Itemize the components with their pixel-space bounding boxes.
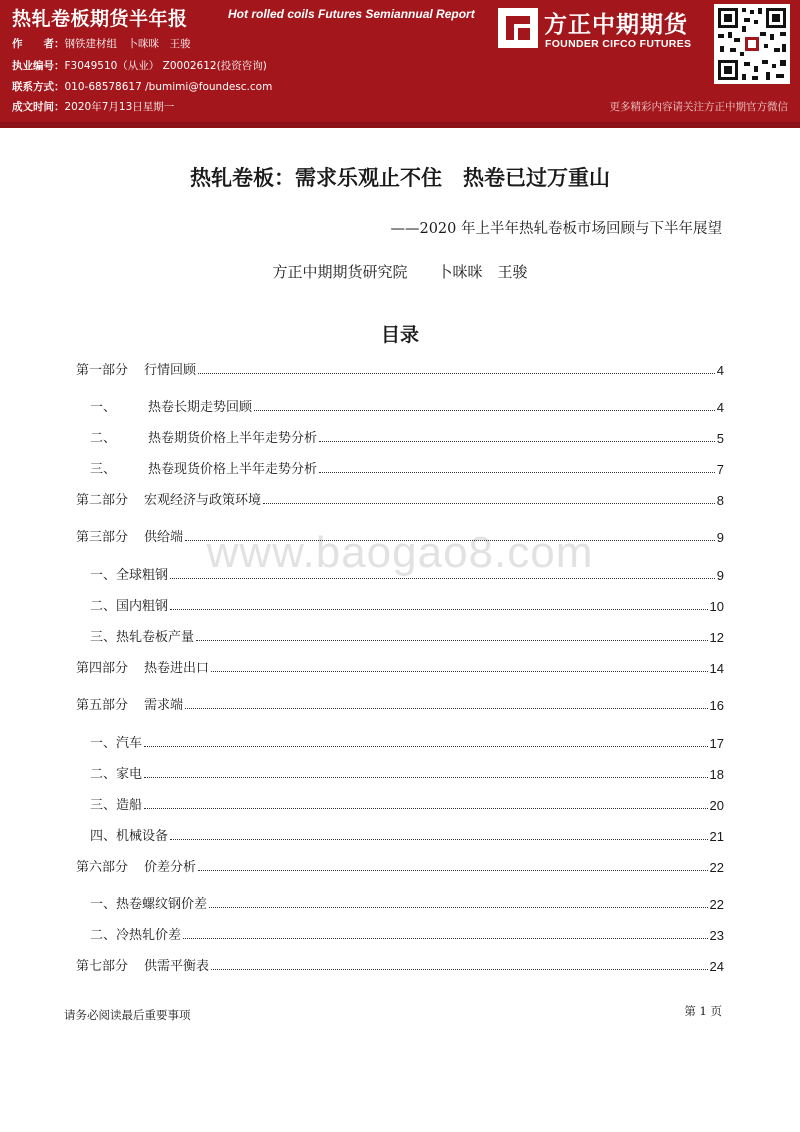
toc-item-label: 造船 <box>116 798 143 813</box>
toc-item-label: 热轧卷板产量 <box>116 630 195 645</box>
toc-item-page: 22 <box>709 860 724 875</box>
toc-item-label: 价差分析 <box>144 860 197 875</box>
toc-leader-dots <box>211 670 708 672</box>
page-subtitle: ——2020 年上半年热轧卷板市场回顾与下半年展望 <box>390 221 722 237</box>
toc-item[interactable] <box>90 762 724 782</box>
page-title: 热轧卷板：需求乐观止不住 热卷已过万重山 <box>190 166 610 190</box>
wechat-qr-code-icon <box>714 4 790 84</box>
toc-item-label: 热卷长期走势回顾 <box>148 400 253 415</box>
meta-license-key: 执业编号： <box>12 60 65 72</box>
toc-item[interactable] <box>90 395 724 415</box>
toc-item-page: 10 <box>709 599 724 614</box>
toc-item-number: 第二部分 <box>76 493 129 508</box>
toc-item-number: 二、 <box>90 928 117 943</box>
meta-date-value: 2020年7月13日星期一 <box>64 101 175 113</box>
toc-item-page: 7 <box>716 462 724 477</box>
toc-item-label: 宏观经济与政策环境 <box>144 493 262 508</box>
toc-item[interactable] <box>90 563 724 583</box>
meta-contact-value: 010-68578617 /bumimi@foundesc.com <box>64 81 273 93</box>
toc-item-page: 17 <box>709 736 724 751</box>
toc-item[interactable] <box>90 793 724 813</box>
meta-date-key: 成文时间： <box>12 101 65 113</box>
toc-item[interactable] <box>90 731 724 751</box>
toc-item[interactable] <box>90 625 724 645</box>
toc-item-label: 冷热轧价差 <box>116 928 182 943</box>
toc-item-page: 9 <box>716 530 724 545</box>
toc-item[interactable] <box>90 923 724 943</box>
toc-item-number: 第七部分 <box>76 959 129 974</box>
toc-item-page: 4 <box>716 400 724 415</box>
wechat-follow-note: 更多精彩内容请关注方正中期官方微信 <box>609 101 788 113</box>
toc-item[interactable] <box>90 457 724 477</box>
toc-item-page: 21 <box>709 829 724 844</box>
toc-item-page: 8 <box>716 493 724 508</box>
toc-item-page: 9 <box>716 568 724 583</box>
toc-leader-dots <box>170 577 715 579</box>
toc-item-page: 16 <box>709 698 724 713</box>
footer-disclaimer-note: 请务必阅读最后重要事项 <box>64 1008 191 1022</box>
founder-logo-mark-icon <box>498 8 538 48</box>
toc-item[interactable] <box>76 693 724 713</box>
toc-item-number: 一、 <box>90 897 117 912</box>
toc-item-label: 机械设备 <box>116 829 169 844</box>
logo-name-en: FOUNDER CIFCO FUTURES <box>545 38 692 50</box>
toc-item-label: 供需平衡表 <box>144 959 210 974</box>
toc-item-label: 热卷螺纹钢价差 <box>116 897 208 912</box>
toc-leader-dots <box>209 906 708 908</box>
toc-leader-dots <box>144 745 708 747</box>
toc-item[interactable] <box>76 358 724 378</box>
toc-leader-dots <box>263 502 715 504</box>
toc-item-number: 三、 <box>90 462 117 477</box>
toc-leader-dots <box>254 409 715 411</box>
report-title-cn: 热轧卷板期货半年报 <box>12 8 188 30</box>
toc-item-number: 一、 <box>90 400 117 415</box>
toc-item-number: 二、 <box>90 767 117 782</box>
meta-contact-key: 联系方式： <box>12 81 65 93</box>
toc-item[interactable] <box>76 855 724 875</box>
toc-item-label: 汽车 <box>116 736 143 751</box>
toc-item-page: 20 <box>709 798 724 813</box>
toc-leader-dots <box>198 372 715 374</box>
toc-item-number: 三、 <box>90 630 117 645</box>
toc-item-number: 四、 <box>90 829 117 844</box>
toc-leader-dots <box>319 471 715 473</box>
toc-item-page: 18 <box>709 767 724 782</box>
toc-leader-dots <box>170 608 708 610</box>
watermark: www.baogao8.com <box>206 528 594 577</box>
meta-author-value: 钢铁建材组 卜咪咪 王骏 <box>64 38 191 50</box>
toc-item-number: 一、 <box>90 568 117 583</box>
toc-item-number: 二、 <box>90 431 117 446</box>
toc-item-label: 国内粗钢 <box>116 599 169 614</box>
toc-item-page: 5 <box>716 431 724 446</box>
page-number: 第 1 页 <box>684 1004 722 1018</box>
toc-item-label: 供给端 <box>144 530 184 545</box>
toc-item-label: 热卷进出口 <box>144 661 210 676</box>
toc-item-number: 第六部分 <box>76 860 129 875</box>
toc-item-number: 第三部分 <box>76 530 129 545</box>
toc-item-number: 一、 <box>90 736 117 751</box>
toc-leader-dots <box>196 639 708 641</box>
header-divider <box>0 122 800 128</box>
toc-item-page: 24 <box>709 959 724 974</box>
toc-item[interactable] <box>76 954 724 974</box>
toc-item[interactable] <box>76 656 724 676</box>
toc-item[interactable] <box>90 426 724 446</box>
toc-leader-dots <box>185 707 708 709</box>
toc-item[interactable] <box>76 525 724 545</box>
toc-leader-dots <box>198 869 708 871</box>
report-header <box>0 0 800 122</box>
toc-item-label: 全球粗钢 <box>116 568 169 583</box>
toc-item-label: 行情回顾 <box>144 363 197 378</box>
toc-item-number: 第四部分 <box>76 661 129 676</box>
toc-item-label: 需求端 <box>144 698 184 713</box>
report-title-en: Hot rolled coils Futures Semiannual Report <box>228 7 475 21</box>
toc-item-label: 家电 <box>116 767 143 782</box>
toc-item-label: 热卷期货价格上半年走势分析 <box>148 431 318 446</box>
toc-leader-dots <box>185 539 715 541</box>
toc-leader-dots <box>144 807 708 809</box>
toc-item-page: 12 <box>709 630 724 645</box>
founder-logo <box>498 6 708 54</box>
toc-item-page: 22 <box>709 897 724 912</box>
toc-heading: 目录 <box>380 324 419 346</box>
toc-item[interactable] <box>90 892 724 912</box>
toc-leader-dots <box>183 937 708 939</box>
meta-license-value: F3049510（从业） Z0002612(投资咨询) <box>64 60 267 72</box>
toc-leader-dots <box>170 838 708 840</box>
meta-author <box>12 36 191 51</box>
toc-item-number: 第五部分 <box>76 698 129 713</box>
meta-license <box>12 58 267 73</box>
toc-item-page: 23 <box>709 928 724 943</box>
toc-item[interactable] <box>90 594 724 614</box>
meta-contact <box>12 79 272 94</box>
toc-item-number: 第一部分 <box>76 363 129 378</box>
toc-item-number: 二、 <box>90 599 117 614</box>
logo-name-cn: 方正中期期货 <box>544 12 688 38</box>
meta-author-key: 作 者： <box>12 38 65 50</box>
toc-item-page: 4 <box>716 363 724 378</box>
toc-item-number: 三、 <box>90 798 117 813</box>
meta-date <box>12 99 174 114</box>
toc-leader-dots <box>211 968 708 970</box>
toc-leader-dots <box>144 776 708 778</box>
toc-item-page: 14 <box>709 661 724 676</box>
report-authors: 方正中期期货研究院 卜咪咪 王骏 <box>272 263 528 281</box>
toc-leader-dots <box>319 440 715 442</box>
toc-item[interactable] <box>76 488 724 508</box>
toc-item[interactable] <box>90 824 724 844</box>
toc-item-label: 热卷现货价格上半年走势分析 <box>148 462 318 477</box>
